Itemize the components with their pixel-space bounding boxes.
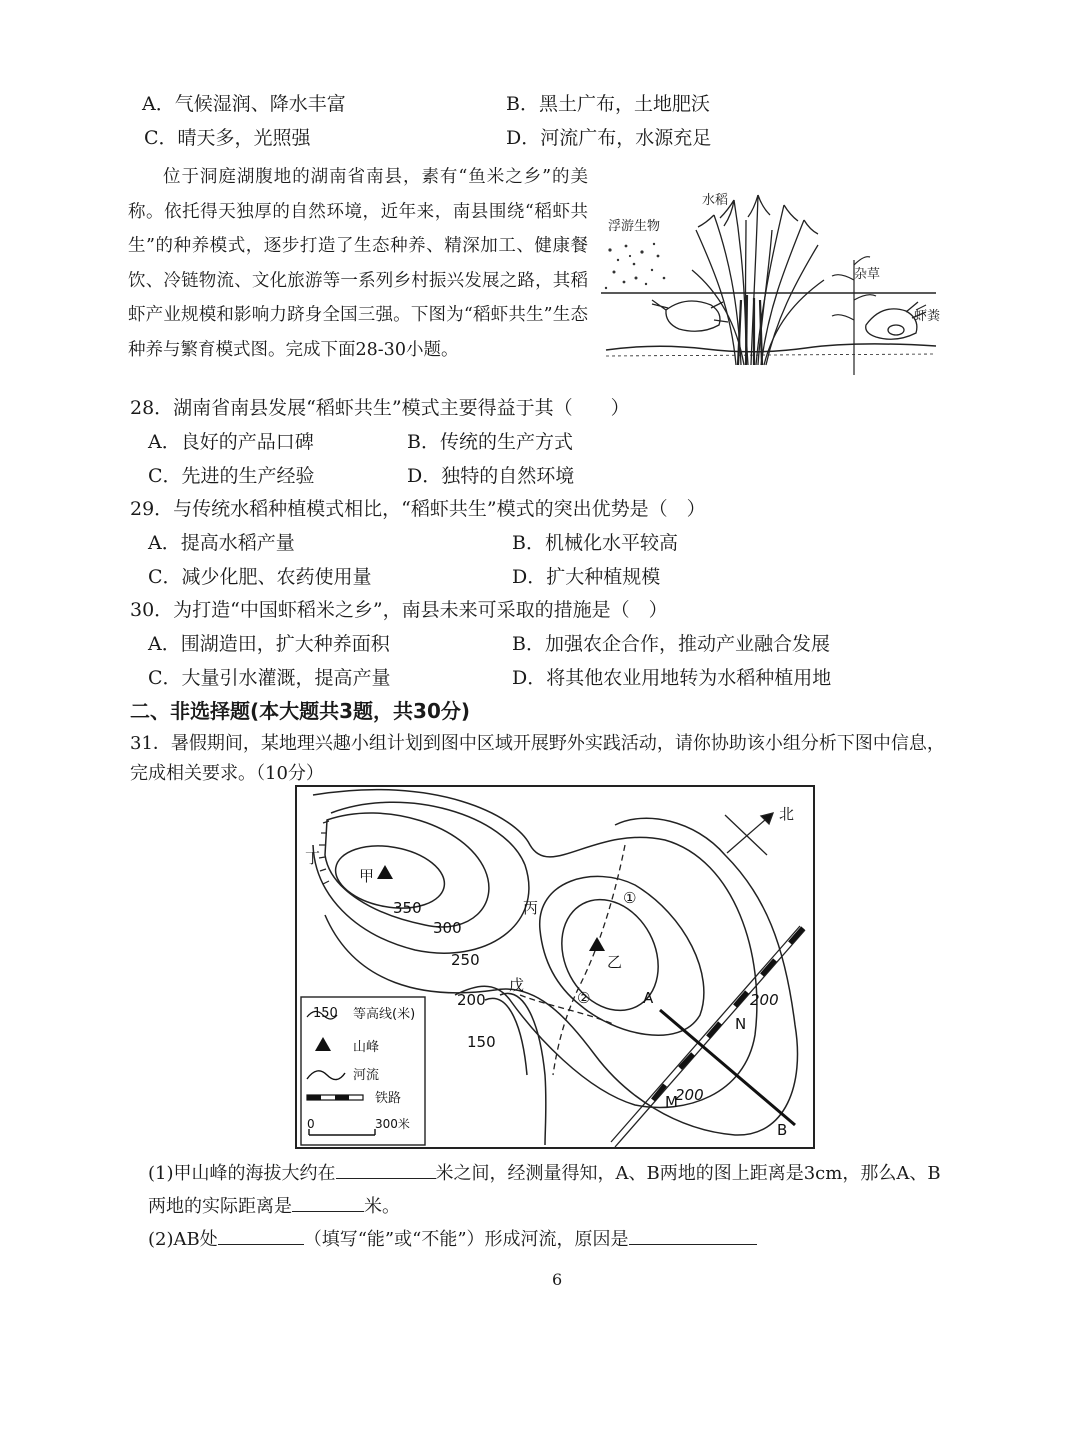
north-label: 北 [779, 805, 795, 823]
q27-option-b: B．黑土广布，土地肥沃 [506, 93, 710, 115]
q27-option-c: C．晴天多，光照强 [144, 127, 311, 149]
q28-option-d: D．独特的自然环境 [407, 465, 575, 487]
passage-text: 位于洞庭湖腹地的湖南省南县，素有“鱼米之乡”的美称。依托得天独厚的自然环境，近年来，南县围绕“稻虾共生”的种养模式，逐步打造了生态种养、精深加工、健康餐饮、冷链物流、文化旅游等一系列乡村振兴发展之路，其稻虾产业规模和影响力跻身全国三强。下图为“稻虾共生”生态种养与繁育模式图。完成下面28-30小题。 [128, 167, 588, 360]
q29-option-a: A．提高水稻产量 [148, 532, 295, 554]
q31-stem-line2: 完成相关要求。（10分） [130, 763, 324, 784]
shrimp-waste-label: 虾粪 [914, 309, 941, 324]
contour-200-n-label: 200 [750, 991, 779, 1009]
place-bing: 丙 [523, 899, 539, 917]
place-ding: 丁 [305, 849, 321, 867]
q28-option-a: A．良好的产品口碑 [148, 431, 314, 453]
place-b: B [777, 1121, 788, 1139]
weeds-label: 杂草 [854, 267, 881, 282]
q30-option-b: B．加强农企合作，推动产业融合发展 [512, 633, 830, 655]
answer-blank-altitude[interactable] [336, 1160, 436, 1179]
section2-title: 二、非选择题(本大题共3题，共30分) [130, 699, 471, 723]
q30-stem: 30．为打造“中国虾稻米之乡”，南县未来可采取的措施是（ ） [130, 599, 668, 621]
page-number: 6 [552, 1270, 563, 1289]
q31-sub1-line2: 两地的实际距离是 米。 [148, 1193, 400, 1219]
place-yi: 乙 [607, 953, 623, 971]
rice-shrimp-figure [596, 160, 956, 385]
legend-scale-end: 300米 [375, 1117, 410, 1131]
q28-option-b: B．传统的生产方式 [407, 431, 573, 453]
contour-200-m-label: 200 [675, 1086, 704, 1104]
q28-option-c: C．先进的生产经验 [148, 465, 315, 487]
q29-stem: 29．与传统水稻种植模式相比，“稻虾共生”模式的突出优势是（ ） [130, 498, 706, 520]
answer-blank-distance[interactable] [292, 1193, 364, 1212]
q27-option-a: A．气候湿润、降水丰富 [142, 93, 346, 115]
legend-contour-label: 等高线(米) [353, 1007, 416, 1022]
legend-river-label: 河流 [353, 1068, 380, 1083]
contour-350-label: 350 [393, 899, 422, 917]
q30-option-c: C．大量引水灌溉，提高产量 [148, 667, 391, 689]
contour-250-label: 250 [451, 951, 480, 969]
q29-option-b: B．机械化水平较高 [512, 532, 678, 554]
q28-stem: 28．湖南省南县发展“稻虾共生”模式主要得益于其（ ） [130, 397, 630, 419]
contour-map [295, 785, 817, 1153]
rice-label: 水稻 [702, 193, 729, 208]
q31-stem-line1: 31．暑假期间，某地理兴趣小组计划到图中区域开展野外实践活动，请你协助该小组分析下图中信息， [130, 733, 945, 754]
answer-blank-river[interactable] [218, 1226, 304, 1245]
legend-scale-zero: 0 [307, 1117, 315, 1131]
place-circle-1: ① [623, 889, 637, 907]
contour-200-label: 200 [457, 991, 486, 1009]
q31-sub2-line: (2)AB处 （填写“能”或“不能”）形成河流，原因是 [148, 1226, 757, 1252]
legend-railway-label: 铁路 [375, 1091, 402, 1106]
map-legend [301, 997, 425, 1145]
place-a: A [643, 989, 654, 1007]
place-circle-2: ② [577, 989, 591, 1007]
q29-option-c: C．减少化肥、农药使用量 [148, 566, 372, 588]
q30-option-a: A．围湖造田，扩大种养面积 [148, 633, 390, 655]
q29-option-d: D．扩大种植规模 [512, 566, 661, 588]
answer-blank-reason[interactable] [629, 1226, 757, 1245]
q31-sub1-line1: (1)甲山峰的海拔大约在 米之间，经测量得知，A、B两地的图上距离是3cm，那么A、B [148, 1160, 941, 1186]
place-m: M [665, 1093, 678, 1111]
place-n: N [735, 1015, 747, 1033]
contour-150-label: 150 [467, 1033, 496, 1051]
contour-300-label: 300 [433, 919, 462, 937]
q27-option-d: D．河流广布，水源充足 [506, 127, 712, 149]
place-jia: 甲 [359, 867, 375, 885]
q30-option-d: D．将其他农业用地转为水稻种植用地 [512, 667, 832, 689]
plankton-label: 浮游生物 [608, 219, 661, 234]
legend-contour-value: 150 [313, 1006, 338, 1021]
place-wu: 戊 [509, 976, 525, 994]
legend-peak-label: 山峰 [353, 1040, 380, 1055]
